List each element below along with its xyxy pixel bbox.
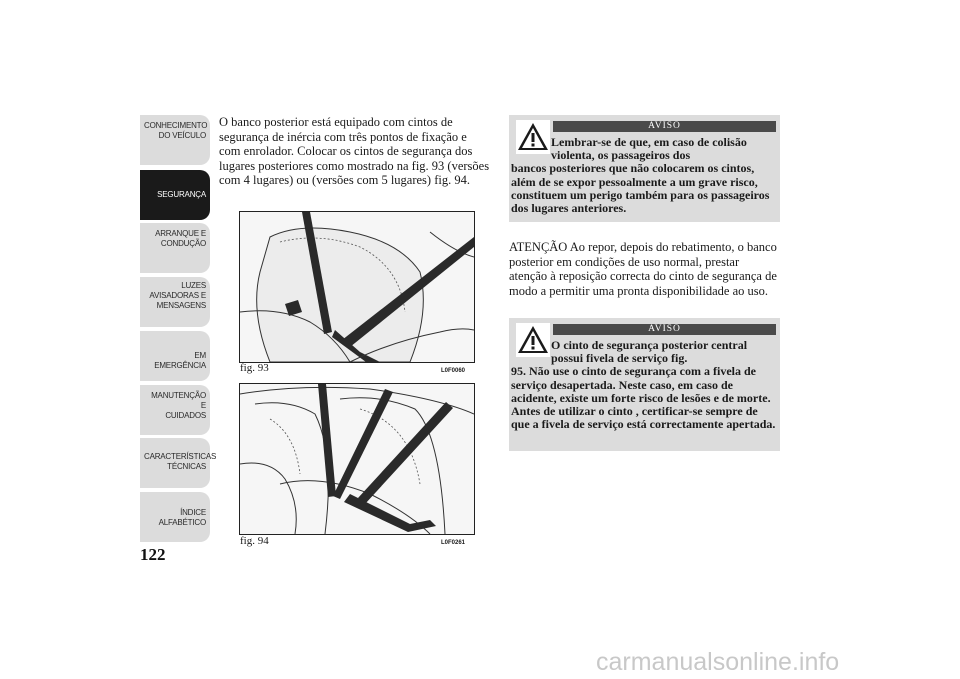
tab-manutencao-e-cuidados[interactable]: [140, 385, 210, 435]
rear-seat-belt-illustration: [240, 212, 474, 362]
tab-indice-alfabetico[interactable]: [140, 492, 210, 542]
intro-paragraph: O banco posterior está equipado com cintos de segurança de inércia com três pontos de fixação e com enrolador. Colocar os cintos de segurança dos lugares posteriores como mostrado na fig. 93 (versões com 4 lugares) ou (versões com 5 lugares) fig. 94.: [219, 115, 490, 187]
tab-label-line: ÍNDICE: [180, 508, 206, 517]
page-number: 122: [140, 545, 166, 564]
tab-label-line: CONDUÇÃO: [160, 239, 206, 248]
warning-text-rest: 95. Não use o cinto de segurança com a fivela de serviço desapertada. Neste caso, em caso de acidente, existe um forte risco de lesões e de morte. Antes de utilizar o cinto , certificar-se sempre de que a fivela de serviço está correctamente apertada.: [511, 364, 776, 432]
tab-label-line: CARACTERÍSTICAS: [144, 452, 217, 461]
figure-93-image: [239, 211, 475, 363]
tab-label-line: ALFABÉTICO: [158, 518, 206, 527]
tab-label-line: TÉCNICAS: [167, 462, 206, 471]
tab-seguranca[interactable]: [140, 170, 210, 220]
figure-94-code: L0F0261: [441, 540, 466, 546]
warning-text-first: O cinto de segurança posterior central possui fivela de serviço fig.: [551, 338, 748, 366]
tab-caracteristicas-tecnicas[interactable]: [140, 438, 217, 488]
tab-label-line: AVISADORAS E: [149, 291, 206, 300]
tab-label-line: CONHECIMENTO: [144, 121, 208, 130]
figure-94-image: [239, 383, 475, 535]
tab-label-line: EM EMERGÊNCIA: [154, 351, 206, 370]
tab-label-line: DO VEÍCULO: [158, 131, 206, 140]
warning-text-rest: bancos posteriores que não colocarem os cintos, além de se expor pessoalmente a um grave risco, constituem um perigo também para os passageiros dos lugares anteriores.: [511, 161, 770, 216]
watermark: carmanualsonline.info: [596, 648, 840, 676]
figure-93-code: L0F0060: [441, 368, 466, 374]
tab-arranque-e-conducao[interactable]: [140, 223, 210, 273]
rear-seat-belt-illustration-5-seats: [240, 384, 474, 534]
atencao-paragraph: ATENÇÃO Ao repor, depois do rebatimento, o banco posterior em condições de uso normal, prestar atenção à reposição correcta do cinto de segurança de modo a permitir uma pronta disponibilidade ao uso.: [509, 240, 777, 298]
warning-text: [511, 136, 776, 215]
warning-title: AVISO: [553, 121, 776, 132]
tab-label-line: CUIDADOS: [165, 411, 206, 420]
tab-label-line: ARRANQUE E: [155, 229, 206, 238]
tab-label-line: MENSAGENS: [156, 301, 206, 310]
tab-em-emergencia[interactable]: [140, 331, 210, 381]
figure-93-caption: fig. 93: [240, 362, 269, 374]
tab-label-line: MANUTENÇÃO E: [151, 391, 206, 410]
tab-conhecimento-do-veiculo[interactable]: [140, 115, 210, 165]
tab-label-line: LUZES: [181, 281, 206, 290]
tab-label-line: SEGURANÇA: [157, 190, 206, 199]
warning-title: AVISO: [553, 324, 776, 335]
warning-text-first: Lembrar-se de que, em caso de colisão violenta, os passageiros dos: [551, 135, 747, 163]
warning-box-1: [509, 115, 780, 222]
warning-box-2: [509, 318, 780, 451]
warning-text: [511, 339, 776, 431]
tab-luzes-avisadoras[interactable]: [140, 277, 210, 327]
figure-94-caption: fig. 94: [240, 535, 269, 547]
